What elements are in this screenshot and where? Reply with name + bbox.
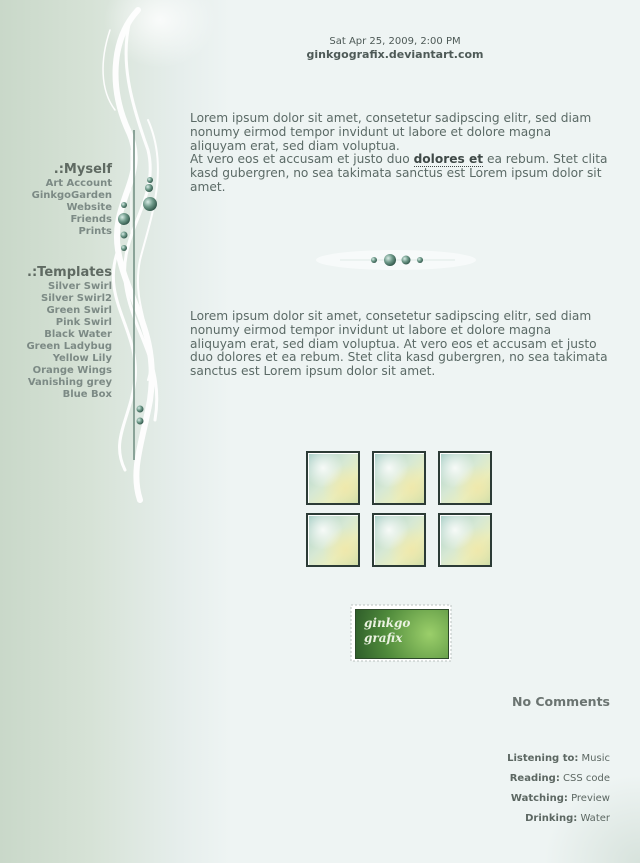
nav-templates-title: .:Templates — [27, 265, 112, 280]
thumbnail[interactable] — [306, 513, 360, 567]
nav-item-prints[interactable]: Prints — [78, 226, 112, 237]
thumbnail[interactable] — [306, 451, 360, 505]
nav-templates — [26, 265, 112, 401]
paragraph-1-line2-end: ea rebum. Stet clita kasd gubergren, no sea takimata sanctus est Lorem ipsum dolor sit amet. — [190, 152, 608, 194]
status-value: CSS code — [563, 773, 610, 784]
nav-item-blue-box[interactable]: Blue Box — [62, 389, 112, 400]
comments-link[interactable]: No Comments — [511, 694, 610, 709]
journal-status — [507, 752, 610, 832]
nav-item-green-ladybug[interactable]: Green Ladybug — [26, 341, 112, 352]
journal-paragraph-1 — [190, 112, 610, 195]
nav-item-silver-swirl[interactable]: Silver Swirl — [48, 281, 112, 292]
status-row-reading — [507, 772, 610, 792]
status-label: Watching: — [510, 793, 568, 804]
status-value: Music — [581, 753, 610, 764]
thumbnail[interactable] — [438, 451, 492, 505]
thumbnail[interactable] — [438, 513, 492, 567]
status-label: Reading: — [509, 773, 560, 784]
nav-item-vanishing-grey[interactable]: Vanishing grey — [27, 377, 112, 388]
nav-item-silver-swirl2[interactable]: Silver Swirl2 — [41, 293, 112, 304]
ginkgografix-stamp[interactable] — [350, 604, 452, 662]
journal-header — [262, 36, 528, 61]
journal-paragraph-2: Lorem ipsum dolor sit amet, consetetur sadipscing elitr, sed diam nonumy eirmod tempor invidunt ut labore et dolore magna aliquyam erat, sed diam voluptua. At vero eos et accusam et justo duo dolores et ea rebum. Stet clita kasd gubergren, no sea takimata sanctus est Lorem ipsum dolor sit amet. — [190, 309, 608, 379]
status-row-listening — [507, 752, 610, 772]
nav-item-ginkgogarden[interactable]: GinkgoGarden — [31, 190, 112, 201]
paragraph-1-line2: At vero eos et accusam et justo duo — [190, 152, 414, 167]
nav-item-website[interactable]: Website — [66, 202, 112, 213]
status-value: Water — [580, 813, 610, 824]
nav-item-art-account[interactable]: Art Account — [45, 178, 112, 189]
stamp-line-1: ginkgo — [364, 616, 411, 630]
nav-item-yellow-lily[interactable]: Yellow Lily — [52, 353, 112, 364]
nav-item-orange-wings[interactable]: Orange Wings — [32, 365, 112, 376]
nav-item-friends[interactable]: Friends — [70, 214, 112, 225]
status-label: Listening to: — [507, 753, 579, 764]
stamp-line-2: grafix — [364, 631, 403, 645]
thumbnail[interactable] — [372, 513, 426, 567]
nav-item-green-swirl[interactable]: Green Swirl — [46, 305, 112, 316]
stamp-image — [355, 609, 449, 659]
status-row-drinking — [507, 812, 610, 832]
status-label: Drinking: — [525, 813, 578, 824]
divider-ornament — [316, 250, 476, 270]
status-value: Preview — [571, 793, 610, 804]
nav-item-black-water[interactable]: Black Water — [44, 329, 112, 340]
nav-myself-title: .:Myself — [53, 162, 112, 177]
status-row-watching — [507, 792, 610, 812]
bold-link[interactable]: dolores et — [413, 152, 484, 167]
site-link[interactable]: ginkgografix.deviantart.com — [306, 48, 484, 61]
paragraph-1-line1: Lorem ipsum dolor sit amet, consetetur sadipscing elitr, sed diam nonumy eirmod tempor invidunt ut labore et dolore magna aliquyam erat, sed diam voluptua. — [190, 111, 592, 153]
bead-cluster-bottom — [137, 406, 144, 425]
nav-item-pink-swirl[interactable]: Pink Swirl — [55, 317, 112, 328]
nav-myself — [32, 162, 112, 238]
stamp-text — [364, 616, 444, 646]
post-date: Sat Apr 25, 2009, 2:00 PM — [329, 36, 461, 47]
thumbnail[interactable] — [372, 451, 426, 505]
